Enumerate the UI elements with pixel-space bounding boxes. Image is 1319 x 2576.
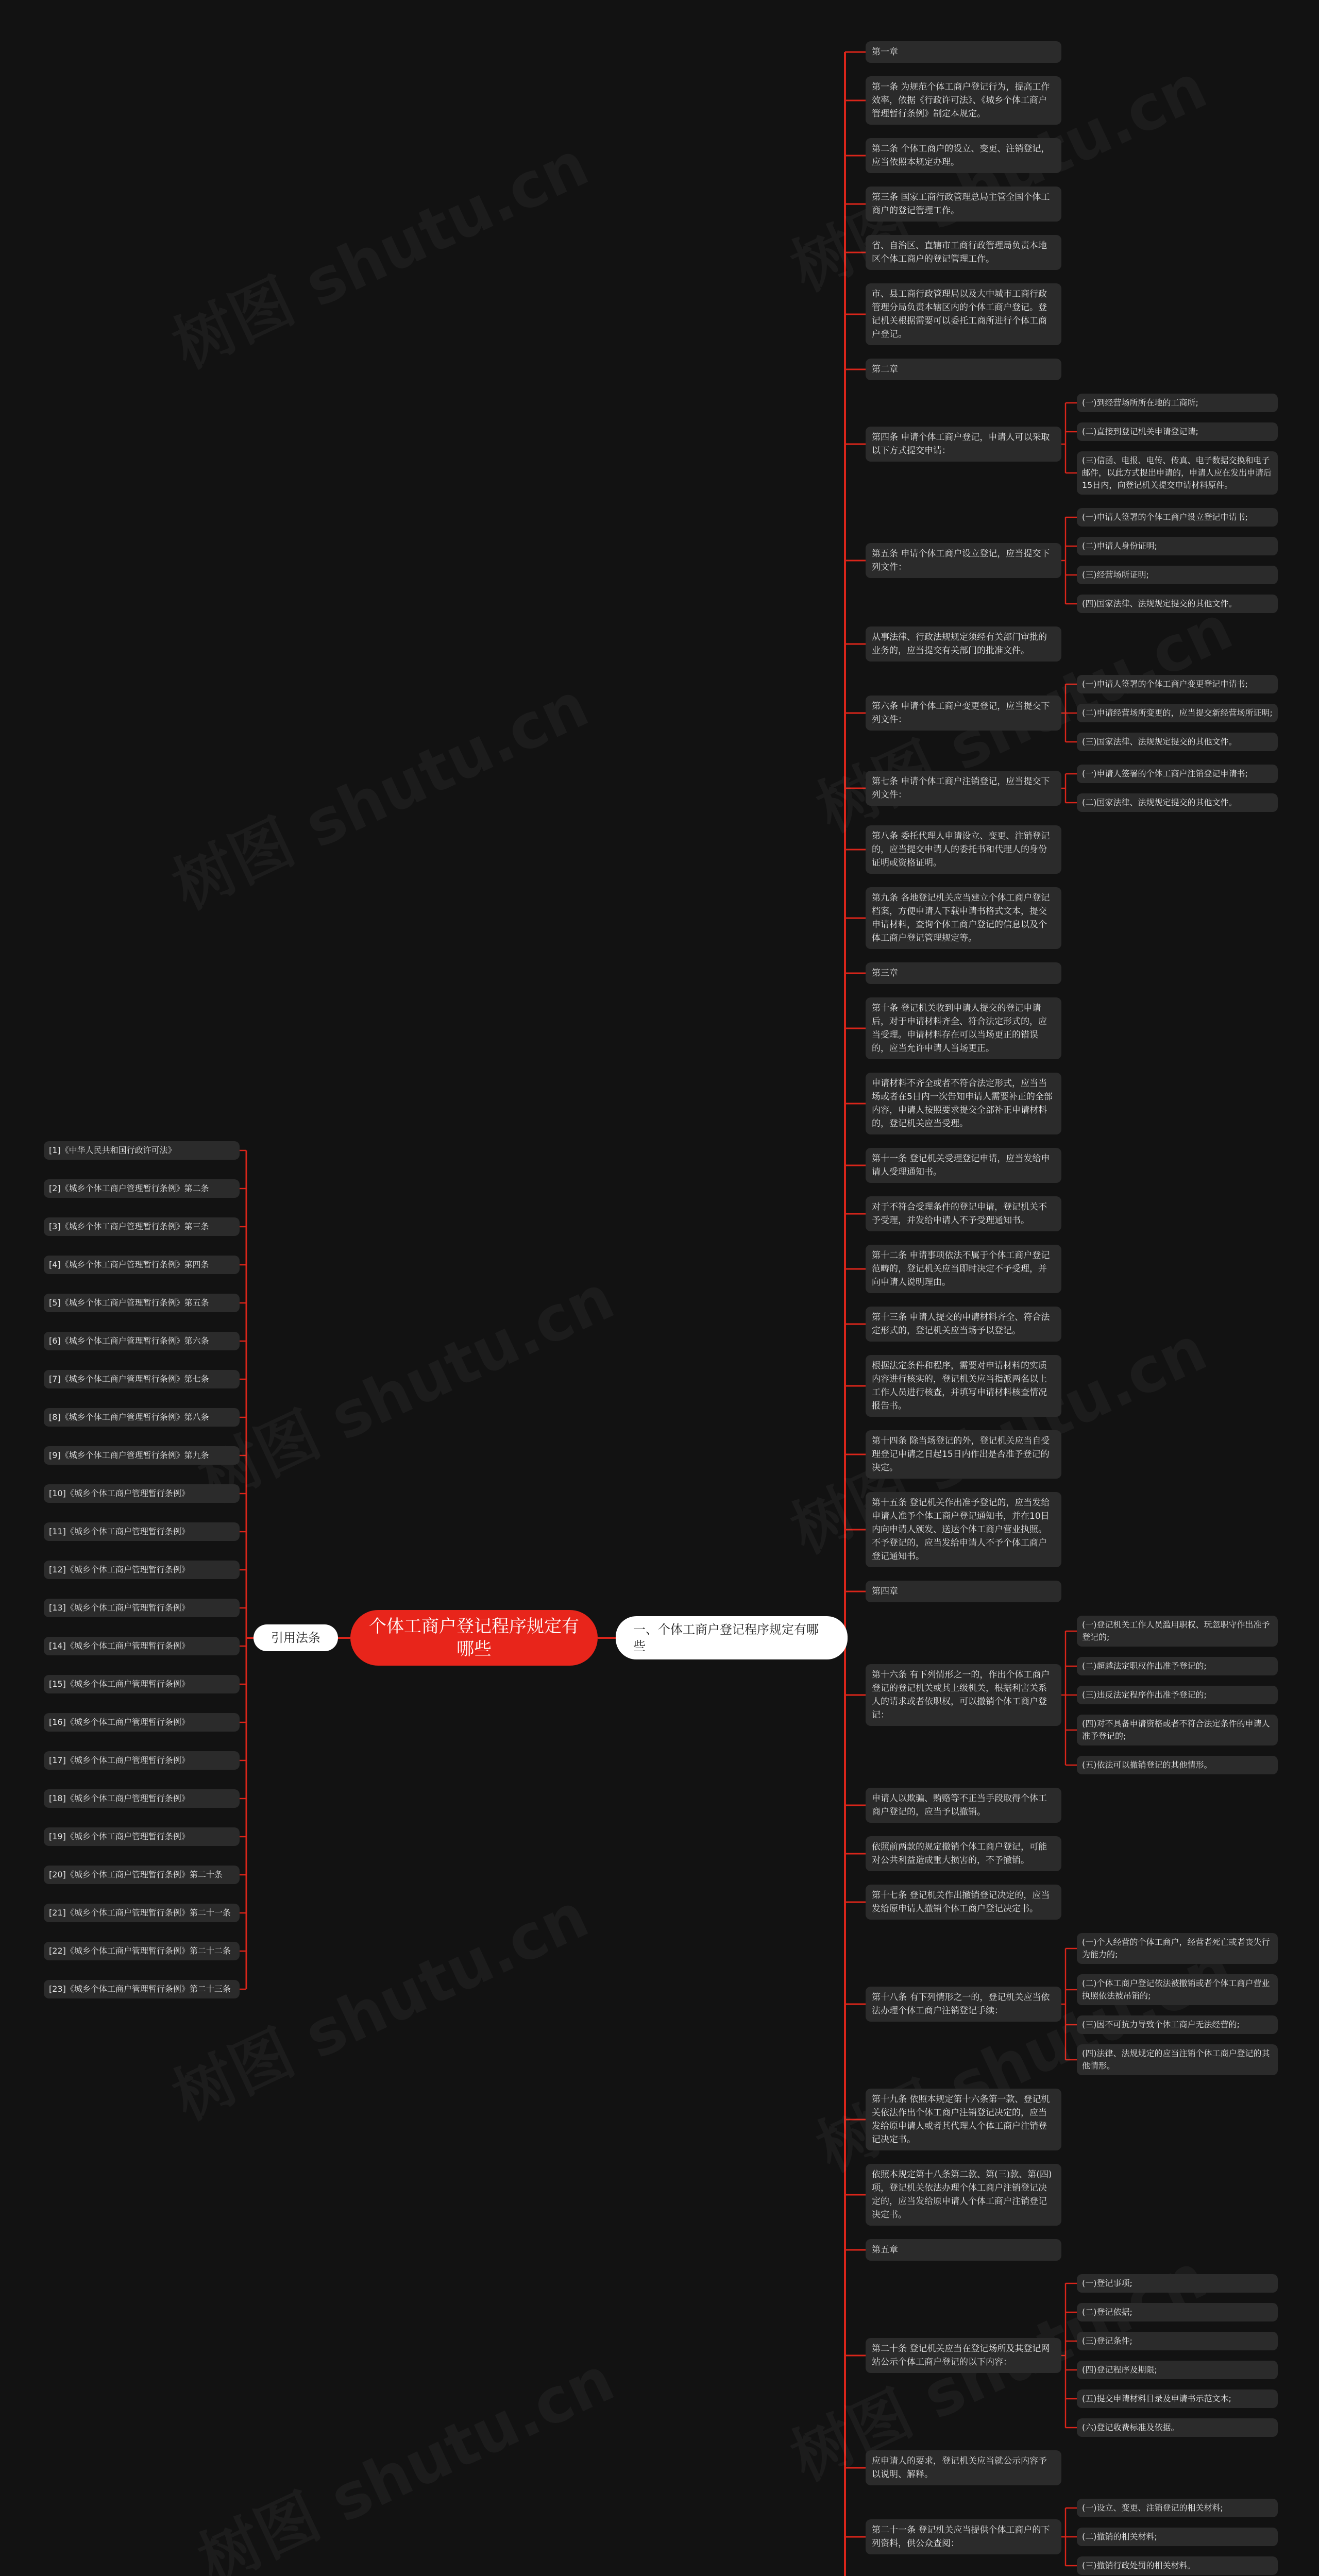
clause-node[interactable]: (二)直接到登记机关申请登记请; xyxy=(1077,422,1278,441)
article-node[interactable]: 第四章 xyxy=(866,1581,1061,1602)
clause-node[interactable]: (一)到经营场所所在地的工商所; xyxy=(1077,394,1278,412)
clause-node[interactable]: (二)国家法律、法规规定提交的其他文件。 xyxy=(1077,793,1278,812)
article-node[interactable]: 第十条 登记机关收到申请人提交的登记申请后，对于申请材料齐全、符合法定形式的，应当受理。申请材料存在可以当场更正的错误的，应当允许申请人当场更正。 xyxy=(866,997,1061,1059)
clause-node[interactable]: (二)登记依据; xyxy=(1077,2303,1278,2321)
citation-item[interactable]: [12]《城乡个体工商户管理暂行条例》 xyxy=(44,1561,240,1579)
article-node[interactable]: 应申请人的要求，登记机关应当就公示内容予以说明、解释。 xyxy=(866,2450,1061,2485)
root-label: 个体工商户登记程序规定有哪些 xyxy=(369,1616,579,1659)
clause-node[interactable]: (二)个体工商户登记依法被撤销或者个体工商户营业执照依法被吊销的; xyxy=(1077,1974,1278,2005)
article-node[interactable]: 省、自治区、直辖市工商行政管理局负责本地区个体工商户的登记管理工作。 xyxy=(866,235,1061,270)
article-node[interactable]: 根据法定条件和程序，需要对申请材料的实质内容进行核实的，登记机关应当指派两名以上工作人员进行核查，并填写申请材料核查情况报告书。 xyxy=(866,1355,1061,1417)
article-node[interactable]: 申请材料不齐全或者不符合法定形式，应当当场或者在5日内一次告知申请人需要补正的全部内容，申请人按照要求提交全部补正申请材料的，登记机关应当受理。 xyxy=(866,1073,1061,1134)
clause-node[interactable]: (三)登记条件; xyxy=(1077,2332,1278,2350)
article-node[interactable]: 第二十条 登记机关应当在登记场所及其登记网站公示个体工商户登记的以下内容： xyxy=(866,2338,1061,2373)
clause-node[interactable]: (二)撤销的相关材料; xyxy=(1077,2528,1278,2546)
clause-node[interactable]: (六)登记收费标准及依据。 xyxy=(1077,2418,1278,2437)
clause-node[interactable]: (二)申请人身份证明; xyxy=(1077,537,1278,555)
citation-item[interactable]: [22]《城乡个体工商户管理暂行条例》第二十二条 xyxy=(44,1942,240,1960)
watermark-text xyxy=(182,1249,625,1518)
right-branch-label: 一、个体工商户登记程序规定有哪些 xyxy=(633,1622,819,1653)
clause-node[interactable]: (一)申请人签署的个体工商户变更登记申请书; xyxy=(1077,675,1278,693)
clause-node[interactable]: (五)依法可以撤销登记的其他情形。 xyxy=(1077,1756,1278,1774)
article-node[interactable]: 第三章 xyxy=(866,962,1061,984)
citation-item[interactable]: [19]《城乡个体工商户管理暂行条例》 xyxy=(44,1827,240,1846)
article-node[interactable]: 市、县工商行政管理局以及大中城市工商行政管理分局负责本辖区内的个体工商户登记。登记机关根据需要可以委托工商所进行个体工商户登记。 xyxy=(866,283,1061,345)
article-node[interactable]: 第十一条 登记机关受理登记申请，应当发给申请人受理通知书。 xyxy=(866,1148,1061,1183)
article-node[interactable]: 第六条 申请个体工商户变更登记，应当提交下列文件： xyxy=(866,696,1061,731)
clause-node[interactable]: (四)法律、法规规定的应当注销个体工商户登记的其他情形。 xyxy=(1077,2044,1278,2075)
watermark-text xyxy=(157,115,600,385)
clause-node[interactable]: (二)超越法定职权作出准予登记的; xyxy=(1077,1657,1278,1675)
left-branch-label: 引用法条 xyxy=(271,1631,320,1645)
article-node[interactable]: 第四条 申请个体工商户登记，申请人可以采取以下方式提交申请： xyxy=(866,427,1061,462)
citation-item[interactable]: [10]《城乡个体工商户管理暂行条例》 xyxy=(44,1484,240,1503)
clause-node[interactable]: (三)因不可抗力导致个体工商户无法经营的; xyxy=(1077,2015,1278,2034)
citation-item[interactable]: [1]《中华人民共和国行政许可法》 xyxy=(44,1141,240,1160)
article-node[interactable]: 第八条 委托代理人申请设立、变更、注销登记的，应当提交申请人的委托书和代理人的身份证明或资格证明。 xyxy=(866,825,1061,874)
article-node[interactable]: 对于不符合受理条件的登记申请，登记机关不予受理，并发给申请人不予受理通知书。 xyxy=(866,1196,1061,1231)
article-node[interactable]: 第五章 xyxy=(866,2239,1061,2261)
root-node[interactable] xyxy=(350,1610,598,1666)
clause-node[interactable]: (四)登记程序及期限; xyxy=(1077,2361,1278,2379)
watermark-text xyxy=(182,2331,625,2576)
clause-node[interactable]: (五)提交申请材料目录及申请书示范文本; xyxy=(1077,2389,1278,2408)
citation-item[interactable]: [14]《城乡个体工商户管理暂行条例》 xyxy=(44,1637,240,1655)
citation-item[interactable]: [16]《城乡个体工商户管理暂行条例》 xyxy=(44,1713,240,1732)
citation-item[interactable]: [9]《城乡个体工商户管理暂行条例》第九条 xyxy=(44,1446,240,1465)
article-node[interactable]: 依照前两款的规定撤销个体工商户登记，可能对公共利益造成重大损害的，不予撤销。 xyxy=(866,1836,1061,1871)
clause-node[interactable]: (三)违反法定程序作出准予登记的; xyxy=(1077,1686,1278,1704)
article-node[interactable]: 依照本规定第十八条第二款、第(三)款、第(四)项，登记机关依法办理个体工商户注销登记决定的，应当发给原申请人个体工商户注销登记决定书。 xyxy=(866,2164,1061,2226)
clause-node[interactable]: (一)申请人签署的个体工商户注销登记申请书; xyxy=(1077,765,1278,783)
article-node[interactable]: 申请人以欺骗、贿赂等不正当手段取得个体工商户登记的，应当予以撤销。 xyxy=(866,1788,1061,1823)
citation-item[interactable]: [13]《城乡个体工商户管理暂行条例》 xyxy=(44,1599,240,1617)
article-node[interactable]: 第一章 xyxy=(866,41,1061,63)
clause-node[interactable]: (一)个人经营的个体工商户，经营者死亡或者丧失行为能力的; xyxy=(1077,1933,1278,1964)
watermark-text xyxy=(157,656,600,926)
citation-item[interactable]: [2]《城乡个体工商户管理暂行条例》第二条 xyxy=(44,1179,240,1198)
article-node[interactable]: 第九条 各地登记机关应当建立个体工商户登记档案，方便申请人下载申请书格式文本，提交申请材料，查询个体工商户登记的信息以及个体工商户登记管理规定等。 xyxy=(866,887,1061,949)
citation-item[interactable]: [11]《城乡个体工商户管理暂行条例》 xyxy=(44,1522,240,1541)
clause-node[interactable]: (一)设立、变更、注销登记的相关材料; xyxy=(1077,2499,1278,2517)
citation-item[interactable]: [17]《城乡个体工商户管理暂行条例》 xyxy=(44,1751,240,1770)
article-node[interactable]: 第二条 个体工商户的设立、变更、注销登记，应当依照本规定办理。 xyxy=(866,138,1061,173)
article-node[interactable]: 第十八条 有下列情形之一的，登记机关应当依法办理个体工商户注销登记手续： xyxy=(866,1987,1061,2022)
citation-item[interactable]: [6]《城乡个体工商户管理暂行条例》第六条 xyxy=(44,1332,240,1350)
clause-node[interactable]: (四)国家法律、法规规定提交的其他文件。 xyxy=(1077,595,1278,613)
article-node[interactable]: 第十七条 登记机关作出撤销登记决定的，应当发给原申请人撤销个体工商户登记决定书。 xyxy=(866,1885,1061,1920)
article-node[interactable]: 从事法律、行政法规规定须经有关部门审批的业务的，应当提交有关部门的批准文件。 xyxy=(866,626,1061,662)
citation-item[interactable]: [4]《城乡个体工商户管理暂行条例》第四条 xyxy=(44,1256,240,1274)
citation-item[interactable]: [20]《城乡个体工商户管理暂行条例》第二十条 xyxy=(44,1866,240,1884)
article-node[interactable]: 第二章 xyxy=(866,359,1061,380)
clause-node[interactable]: (三)国家法律、法规规定提交的其他文件。 xyxy=(1077,733,1278,751)
article-node[interactable]: 第十九条 依照本规定第十六条第一款、登记机关依法作出个体工商户注销登记决定的，应当发给原申请人或者其代理人个体工商户注销登记决定书。 xyxy=(866,2089,1061,2150)
citation-item[interactable]: [23]《城乡个体工商户管理暂行条例》第二十三条 xyxy=(44,1980,240,1998)
citation-item[interactable]: [5]《城乡个体工商户管理暂行条例》第五条 xyxy=(44,1294,240,1312)
clause-node[interactable]: (一)登记事项; xyxy=(1077,2274,1278,2293)
clause-node[interactable]: (三)撤销行政处罚的相关材料。 xyxy=(1077,2556,1278,2575)
article-node[interactable]: 第三条 国家工商行政管理总局主管全国个体工商户的登记管理工作。 xyxy=(866,187,1061,222)
citation-item[interactable]: [7]《城乡个体工商户管理暂行条例》第七条 xyxy=(44,1370,240,1388)
citation-item[interactable]: [21]《城乡个体工商户管理暂行条例》第二十一条 xyxy=(44,1904,240,1922)
article-node[interactable]: 第十五条 登记机关作出准予登记的，应当发给申请人准予个体工商户登记通知书，并在10日内向申请人颁发、送达个体工商户营业执照。不予登记的，应当发给申请人不予个体工商户登记通知书。 xyxy=(866,1492,1061,1567)
clause-node[interactable]: (四)对不具备申请资格或者不符合法定条件的申请人准予登记的; xyxy=(1077,1715,1278,1745)
article-node[interactable]: 第五条 申请个体工商户设立登记，应当提交下列文件： xyxy=(866,543,1061,578)
right-branch-node[interactable] xyxy=(616,1616,848,1659)
left-branch-node[interactable] xyxy=(253,1624,338,1651)
article-node[interactable]: 第一条 为规范个体工商户登记行为，提高工作效率，依据《行政许可法》、《城乡个体工商户管理暂行条例》制定本规定。 xyxy=(866,76,1061,125)
citation-item[interactable]: [8]《城乡个体工商户管理暂行条例》第八条 xyxy=(44,1408,240,1427)
article-node[interactable]: 第十二条 申请事项依法不属于个体工商户登记范畴的，登记机关应当即时决定不予受理，并向申请人说明理由。 xyxy=(866,1245,1061,1293)
clause-node[interactable]: (二)申请经营场所变更的，应当提交新经营场所证明; xyxy=(1077,704,1278,722)
article-node[interactable]: 第十三条 申请人提交的申请材料齐全、符合法定形式的，登记机关应当场予以登记。 xyxy=(866,1307,1061,1342)
citation-item[interactable]: [18]《城乡个体工商户管理暂行条例》 xyxy=(44,1789,240,1808)
citation-item[interactable]: [3]《城乡个体工商户管理暂行条例》第三条 xyxy=(44,1217,240,1236)
clause-node[interactable]: (三)信函、电报、电传、传真、电子数据交换和电子邮件，以此方式提出申请的，申请人应在发出申请后15日内，向登记机关提交申请材料原件。 xyxy=(1077,451,1278,495)
article-node[interactable]: 第十四条 除当场登记的外，登记机关应当自受理登记申请之日起15日内作出是否准予登记的决定。 xyxy=(866,1430,1061,1479)
article-node[interactable]: 第二十一条 登记机关应当提供个体工商户的下列资料，供公众查阅： xyxy=(866,2519,1061,2554)
article-node[interactable]: 第七条 申请个体工商户注销登记，应当提交下列文件： xyxy=(866,771,1061,806)
clause-node[interactable]: (一)申请人签署的个体工商户设立登记申请书; xyxy=(1077,508,1278,527)
clause-node[interactable]: (三)经营场所证明; xyxy=(1077,566,1278,584)
clause-node[interactable]: (一)登记机关工作人员滥用职权、玩忽职守作出准予登记的; xyxy=(1077,1616,1278,1647)
citation-item[interactable]: [15]《城乡个体工商户管理暂行条例》 xyxy=(44,1675,240,1693)
article-node[interactable]: 第十六条 有下列情形之一的，作出个体工商户登记的登记机关或其上级机关，根据利害关系人的请求或者依职权，可以撤销个体工商户登记： xyxy=(866,1664,1061,1726)
